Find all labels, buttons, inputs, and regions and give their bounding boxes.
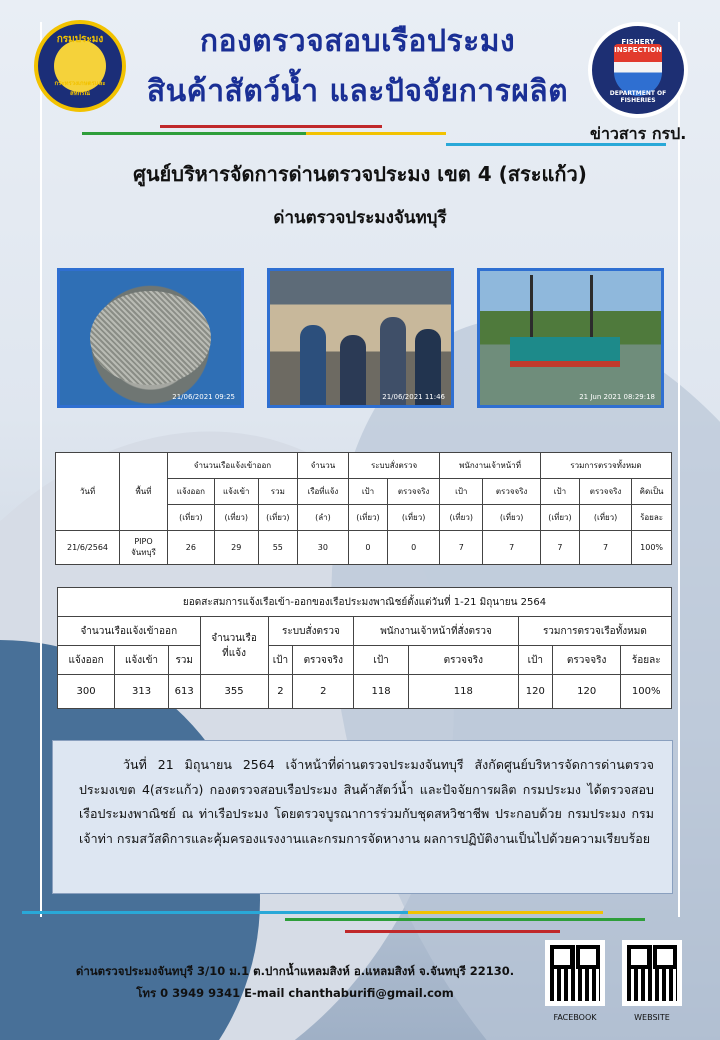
header-sum: รวม: [258, 479, 297, 505]
header-percent: ร้อยละ: [621, 646, 672, 675]
unit-trip: (เที่ยว): [440, 505, 483, 531]
header-notify-group: จำนวนเรือแจ้งเข้าออก: [58, 617, 201, 646]
unit-trip: (เที่ยว): [540, 505, 579, 531]
header-actual: ตรวจจริง: [483, 479, 541, 505]
header-count: จำนวน: [297, 453, 348, 479]
header-vessel-count-line1: จำนวนเรือ: [211, 632, 257, 644]
page-title-line2: สินค้าสัตว์น้ำ และปัจจัยการผลิต: [146, 74, 569, 109]
photo-inspection-team: [267, 268, 454, 408]
news-label: ข่าวสาร กรป.: [590, 124, 687, 143]
header-target: เป้า: [440, 479, 483, 505]
person-figure: [300, 325, 326, 405]
photo-fish-basket: [57, 268, 244, 408]
cell-officer-target: 118: [354, 675, 409, 709]
photo-timestamp: 21/06/2021 09:25: [172, 393, 235, 401]
divider-red: [345, 930, 560, 933]
header-actual: ตรวจจริง: [552, 646, 621, 675]
header-date: วันที่: [56, 453, 120, 531]
cell-command-actual: 2: [293, 675, 354, 709]
cell-percent: 100%: [621, 675, 672, 709]
cell-total-actual: 120: [552, 675, 621, 709]
header-target: เป้า: [518, 646, 552, 675]
facebook-qr-code[interactable]: [545, 940, 605, 1006]
header-actual: ตรวจจริง: [408, 646, 518, 675]
header-sum: รวม: [168, 646, 200, 675]
header-in: แจ้งเข้า: [214, 479, 258, 505]
header-total: รวมการตรวจเรือทั้งหมด: [518, 617, 671, 646]
cell-command-target: 2: [268, 675, 293, 709]
header-out: แจ้งออก: [58, 646, 115, 675]
logo-left-top-text: กรมประมง: [56, 34, 104, 45]
page-title-line1: กองตรวจสอบเรือประมง: [199, 24, 516, 59]
cell-out: 300: [58, 675, 115, 709]
header-target: เป้า: [268, 646, 293, 675]
divider-yellow: [408, 911, 603, 914]
cell-officer-actual: 7: [483, 531, 541, 565]
department-of-fisheries-logo: [34, 20, 126, 112]
header-actual: ตรวจจริง: [293, 646, 354, 675]
header-in: แจ้งเข้า: [115, 646, 169, 675]
cell-sum: 55: [258, 531, 297, 565]
boat-mast: [590, 275, 593, 345]
unit-trip: (เที่ยว): [580, 505, 632, 531]
unit-trip: (เที่ยว): [168, 505, 215, 531]
footer-contact: โทร 0 3949 9341 E-mail chanthaburifi@gmail.com: [136, 986, 454, 1000]
website-qr-label: WEBSITE: [634, 1013, 670, 1022]
header-command: ระบบสั่งตรวจ: [348, 453, 439, 479]
header-area: พื้นที่: [120, 453, 168, 531]
header-vessel-count: [200, 617, 268, 675]
cell-vessels: 355: [200, 675, 268, 709]
unit-trip: (เที่ยว): [348, 505, 387, 531]
header-command: ระบบสั่งตรวจ: [268, 617, 354, 646]
cell-command-actual: 0: [388, 531, 440, 565]
person-figure: [340, 335, 366, 405]
cell-vessels: 30: [297, 531, 348, 565]
header-target: เป้า: [354, 646, 409, 675]
report-paragraph-box: [52, 740, 673, 894]
footer-address: ด่านตรวจประมงจันทบุรี 3/10 ม.1 ต.ปากน้ำแหลมสิงห์ อ.แหลมสิงห์ จ.จันทบุรี 22130.: [75, 964, 515, 978]
cell-percent: 100%: [632, 531, 672, 565]
fish-catch-image: [90, 291, 211, 385]
report-paragraph: วันที่ 21 มิถุนายน 2564 เจ้าหน้าที่ด่านตรวจประมงจันทบุรี สังกัดศูนย์บริหารจัดการด่านตรวจประมงเขต 4(สระแก้ว) กองตรวจสอบเรือประมง สินค้าสัตว์น้ำ และปัจจัยการผลิต กรมประมง ได้ตรวจสอบเรือประมงพาณิชย์ ณ ท่าเรือประมง โดยตรวจบูรณาการร่วมกับชุดสหวิชาชีพ ประกอบด้วย กรมประมง กรมเจ้าท่า กรมสวัสดิการและคุ้มครองแรงงานและกรมการจัดหางาน ผลการปฏิบัติงานเป็นไปด้วยความเรียบร้อย: [79, 757, 654, 846]
unit-trip: (เที่ยว): [483, 505, 541, 531]
cell-sum: 613: [168, 675, 200, 709]
header-officer: พนักงานเจ้าหน้าที่สั่งตรวจ: [354, 617, 518, 646]
header-notify-group: จำนวนเรือแจ้งเข้าออก: [168, 453, 298, 479]
unit-trip: (เที่ยว): [258, 505, 297, 531]
cell-in: 313: [115, 675, 169, 709]
header-vessels: เรือที่แจ้ง: [297, 479, 348, 505]
logo-left-bottom-text: กระทรวงเกษตรและสหกรณ์: [54, 80, 106, 97]
facebook-qr-label: FACEBOOK: [553, 1013, 597, 1022]
divider-green: [82, 132, 306, 135]
cell-in: 29: [214, 531, 258, 565]
cell-officer-actual: 118: [408, 675, 518, 709]
cell-total-actual: 7: [580, 531, 632, 565]
fishery-inspection-logo: [588, 22, 688, 118]
cell-area-code: PIPO: [134, 536, 153, 546]
logo-right-bottom-text: DEPARTMENT OF FISHERIES: [609, 90, 667, 104]
cell-area-province: จันทบุรี: [131, 547, 156, 557]
header-total: รวมการตรวจทั้งหมด: [540, 453, 671, 479]
cell-officer-target: 7: [440, 531, 483, 565]
cell-date: 21/6/2564: [56, 531, 120, 565]
photo-timestamp: 21 Jun 2021 08:29:18: [579, 393, 655, 401]
cell-command-target: 0: [348, 531, 387, 565]
person-figure: [380, 317, 406, 405]
cell-out: 26: [168, 531, 215, 565]
unit-trip: (เที่ยว): [214, 505, 258, 531]
header-target: เป้า: [540, 479, 579, 505]
center-name: ศูนย์บริหารจัดการด่านตรวจประมง เขต 4 (สระแก้ว): [133, 162, 587, 186]
cumulative-table-title: ยอดสะสมการแจ้งเรือเข้า-ออกของเรือประมงพาณิชย์ตั้งแต่วันที่ 1-21 มิถุนายน 2564: [58, 588, 672, 617]
header-target: เป้า: [348, 479, 387, 505]
cell-area: [120, 531, 168, 565]
unit-vessel: (ลำ): [297, 505, 348, 531]
unit-trip: (เที่ยว): [388, 505, 440, 531]
logo-right-top-text: FISHERY INSPECTION: [614, 38, 662, 54]
photo-timestamp: 21/06/2021 11:46: [382, 393, 445, 401]
station-name: ด่านตรวจประมงจันทบุรี: [273, 208, 447, 228]
cell-total-target: 7: [540, 531, 579, 565]
divider-red: [160, 125, 382, 128]
header-actual: ตรวจจริง: [580, 479, 632, 505]
header-actual: ตรวจจริง: [388, 479, 440, 505]
boat-mast: [530, 275, 533, 345]
header-officer: พนักงานเจ้าหน้าที่: [440, 453, 541, 479]
daily-inspection-table: [55, 452, 672, 565]
divider-yellow: [306, 132, 446, 135]
header-vessel-count-line2: ที่แจ้ง: [222, 647, 246, 659]
boat-hull: [510, 337, 620, 367]
cell-total-target: 120: [518, 675, 552, 709]
website-qr-code[interactable]: [622, 940, 682, 1006]
divider-green: [285, 918, 645, 921]
header-out: แจ้งออก: [168, 479, 215, 505]
divider-cyan: [22, 911, 408, 914]
unit-percent: ร้อยละ: [632, 505, 672, 531]
cumulative-inspection-table: [57, 587, 672, 709]
header-percent: คิดเป็น: [632, 479, 672, 505]
photo-fishing-boat: [477, 268, 664, 408]
